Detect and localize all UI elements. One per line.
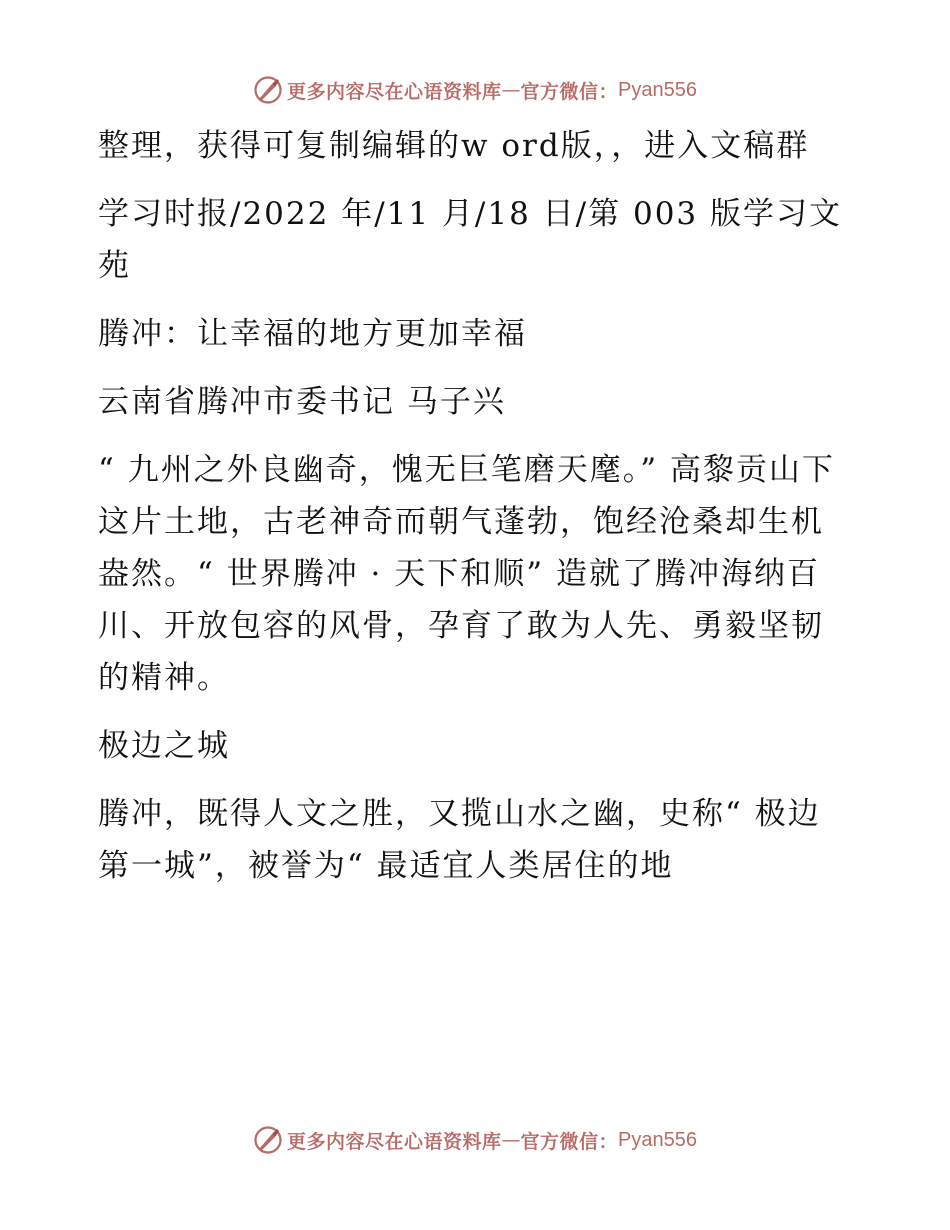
intro-line: 整理，获得可复制编辑的w ord版，，进入文稿群 [98, 128, 810, 164]
body-paragraph: 腾冲，既得人文之胜，又揽山水之幽，史称“ 极边第一城”，被誉为“ 最适宜人类居住的地 [98, 796, 821, 884]
watermark-separator: — [501, 79, 521, 101]
watermark-text: 更多内容尽在心语资料库 [287, 80, 502, 103]
watermark-wechat-id: Pyan556 [618, 1128, 697, 1151]
body-paragraph: “ 九州之外良幽奇，愧无巨笔磨天麾。” 高黎贡山下这片土地，古老神奇而朝气蓬勃，饱经沧桑却生机盎然。“ 世界腾冲 · 天下和顺” 造就了腾冲海纳百川、开放包容的风骨，孕育了敢为人先、勇毅坚韧的精神。 [98, 452, 835, 696]
document-body [98, 120, 850, 892]
pen-logo-icon [253, 1125, 283, 1155]
pen-logo-icon [253, 75, 283, 105]
watermark-wechat-id: Pyan556 [618, 78, 697, 101]
article-title: 腾冲：让幸福的地方更加幸福 [98, 316, 527, 352]
watermark-text: 更多内容尽在心语资料库 [287, 1130, 502, 1153]
header-watermark [0, 70, 950, 110]
watermark-label: 官方微信： [520, 80, 619, 103]
footer-watermark [0, 1120, 950, 1160]
watermark-separator: — [501, 1129, 521, 1151]
watermark-label: 官方微信： [520, 1130, 619, 1153]
section-heading: 极边之城 [98, 728, 230, 764]
author-line: 云南省腾冲市委书记 马子兴 [98, 384, 506, 420]
source-line: 学习时报/2022 年/11 月/18 日/第 003 版学习文苑 [98, 196, 843, 284]
